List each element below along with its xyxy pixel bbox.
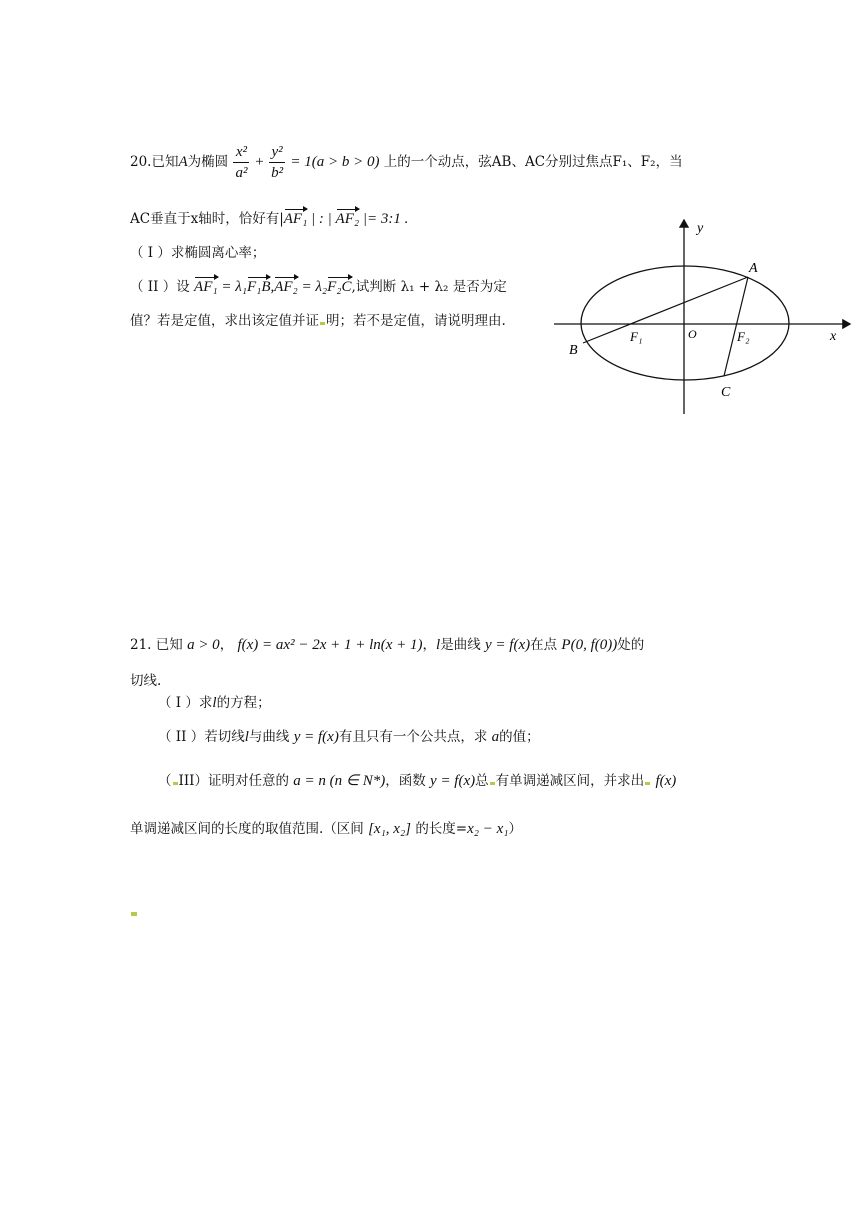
- fraction-y2-b2: $\frac{\text{y²}}{\text{b²}}$: [271, 144, 284, 181]
- q21-part1: （ I ）求l的方程；: [158, 695, 271, 711]
- edit-marker: [173, 782, 178, 785]
- ellipse-figure: [554, 216, 854, 416]
- point-a: A: [178, 154, 188, 170]
- q21-line1: 21. 已知 a > 0， f(x) = ax² − 2x + 1 + ln(x + 1)，l是曲线 y = f(x)在点 P(0, f(0))处的: [130, 637, 645, 653]
- label-f2: F₂: [737, 329, 750, 344]
- q20-part2-line1: （ II ）设 AF₁ = λ₁F₁B,AF₂ = λ₂F₂C,试判断 λ₁ + λ₂ 是否为定: [130, 279, 507, 295]
- label-a: A: [749, 261, 758, 276]
- q20-line2: AC垂直于x轴时，恰好有|AF₁ | : | AF₂ |= 3:1 .: [130, 211, 409, 227]
- a-equals-n: a = n (n ∈ N*): [293, 773, 386, 789]
- fraction-x2-a2: $\frac{\text{x²}}{\text{a²}}$: [235, 144, 248, 181]
- q21-last-line: 单调递减区间的长度的取值范围.（区间 [x₁, x₂] 的长度=x₂ − x₁）: [130, 821, 522, 837]
- condition-a-positive: a > 0: [187, 637, 220, 653]
- label-x: x: [830, 329, 837, 344]
- function-definition: f(x) = ax² − 2x + 1 + ln(x + 1): [237, 637, 423, 653]
- edit-marker: [320, 322, 325, 325]
- label-o: O: [688, 327, 697, 341]
- q20-line1: 20.已知A为椭圆 $\frac{\text{x²}}{\text{a²}}$ + $\frac{\text{y²}}{\text{b²}}$ = 1(a > b > 0) 上的一个动点，弦AB、AC分别过焦点F₁、F₂，当: [130, 144, 683, 181]
- edit-marker: [131, 912, 137, 916]
- interval: [x₁, x₂]: [368, 821, 412, 837]
- vector-f2c: F₂C: [327, 279, 352, 295]
- chord-ac: [724, 277, 748, 376]
- q21-part3: （ III）证明对任意的 a = n (n ∈ N*)，函数 y = f(x)总 有单调递减区间，并求出 f(x): [158, 773, 677, 789]
- chord-ab: [583, 277, 748, 343]
- vector-af2: AF₂: [335, 211, 360, 227]
- q20-part1: （ I ）求椭圆离心率；: [130, 245, 266, 261]
- point-p: P(0, f(0)): [561, 637, 618, 653]
- length-expression: x₂ − x₁: [467, 821, 509, 837]
- vector-af1: AF₁: [283, 211, 308, 227]
- vector-af2-b: AF₂: [274, 279, 298, 295]
- vector-f1b: F₁B: [246, 279, 271, 295]
- label-y: y: [697, 221, 704, 236]
- edit-marker: [490, 782, 495, 785]
- q21-line2: 切线.: [130, 673, 162, 689]
- label-c: C: [721, 385, 731, 400]
- ellipse-condition: = 1(a > b > 0): [290, 154, 380, 170]
- vector-af1-b: AF₁: [194, 279, 218, 295]
- edit-marker: [645, 782, 650, 785]
- q21-part2: （ II ）若切线l与曲线 y = f(x)有且只有一个公共点，求 a的值；: [158, 729, 540, 745]
- q20-part2-line2: 值？若是定值，求出该定值并证 明；若不是定值，请说明理由.: [130, 313, 506, 329]
- label-b: B: [569, 343, 578, 358]
- ellipse: [581, 266, 789, 380]
- label-f1: F₁: [630, 329, 643, 344]
